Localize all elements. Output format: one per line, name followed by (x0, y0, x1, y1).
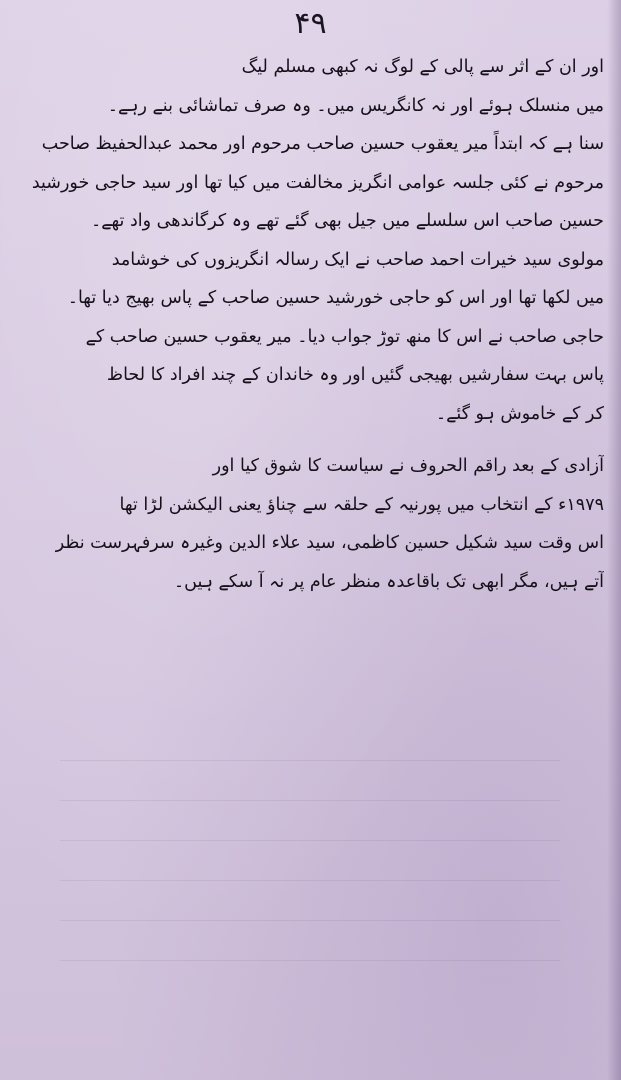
page-edge-shadow (607, 0, 621, 1080)
bleed-through-line (60, 800, 560, 801)
text-line: آتے ہیں، مگر ابھی تک باقاعدہ منظر عام پر نہ آ سکے ہیں۔ (173, 571, 604, 592)
paragraph-gap (14, 433, 604, 447)
text-line: کر کے خاموش ہو گئے۔ (435, 403, 604, 424)
bleed-through-line (60, 760, 560, 761)
paragraph-3 (14, 447, 604, 601)
text-line: سنا ہے کہ ابتداً میر یعقوب حسین صاحب مرحوم اور محمد عبدالحفیظ صاحب (41, 134, 604, 154)
paragraph-2 (14, 241, 604, 434)
text-line: آزادی کے بعد راقم الحروف نے سیاست کا شوق کیا اور (212, 456, 604, 476)
paragraph-1 (14, 48, 604, 241)
bleed-through-line (60, 880, 560, 881)
bleed-through-line (60, 960, 560, 961)
text-line: مرحوم نے کئی جلسہ عوامی انگریز مخالفت میں کیا تھا اور سید حاجی خورشید (31, 172, 604, 193)
bleed-through-line (60, 920, 560, 921)
text-line: ۱۹۷۹ء کے انتخاب میں پورنیہ کے حلقہ سے چناؤ یعنی الیکشن لڑا تھا (119, 494, 604, 515)
text-line: میں منسلک ہوئے اور نہ کانگریس میں۔ وہ صرف تماشائی بنے رہے۔ (107, 95, 604, 116)
page-number: ۴۹ (294, 6, 327, 41)
text-line: اس وقت سید شکیل حسین کاظمی، سید علاء الدین وغیرہ سرفہرست نظر (55, 533, 604, 553)
text-line: اور ان کے اثر سے پالی کے لوگ نہ کبھی مسلم لیگ (241, 57, 604, 77)
bleed-through-line (60, 840, 560, 841)
text-line: حاجی صاحب نے اس کا منھ توڑ جواب دیا۔ میر یعقوب حسین صاحب کے (85, 326, 604, 347)
text-line: مولوی سید خیرات احمد صاحب نے ایک رسالہ انگریزوں کی خوشامد (111, 249, 604, 270)
body-text (14, 48, 604, 601)
text-line: میں لکھا تھا اور اس کو حاجی خورشید حسین صاحب کے پاس بھیج دیا تھا۔ (67, 288, 604, 308)
text-line: حسین صاحب اس سلسلے میں جیل بھی گئے تھے وہ کرگاندھی واد تھے۔ (90, 211, 604, 231)
text-line: پاس بہت سفارشیں بھیجی گئیں اور وہ خاندان کے چند افراد کا لحاظ (106, 365, 604, 385)
